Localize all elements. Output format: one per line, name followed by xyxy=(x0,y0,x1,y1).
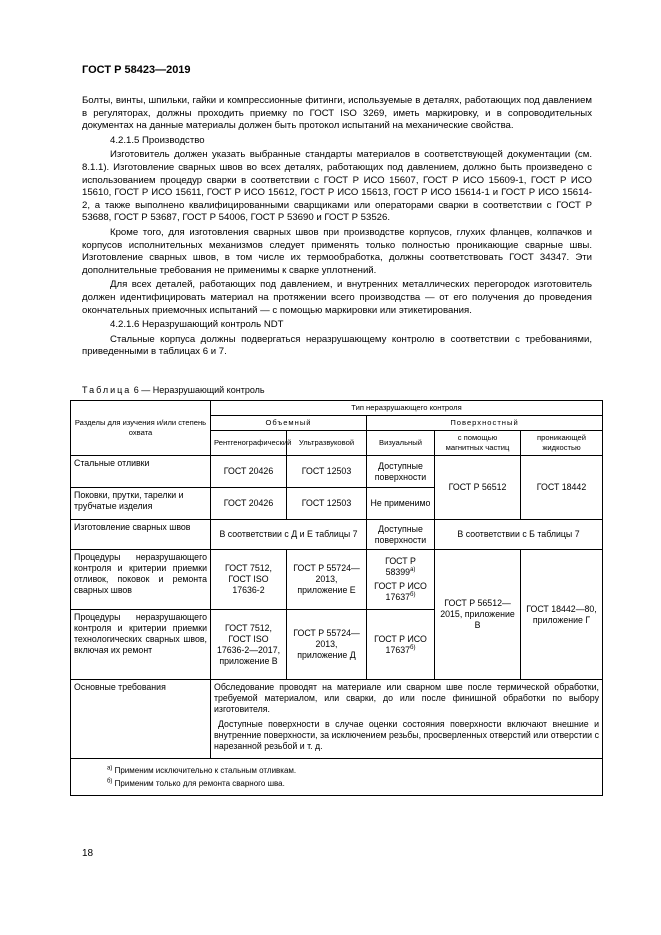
body-text xyxy=(82,95,592,361)
paragraph-welds: Кроме того, для изготовления сварных швов при производстве корпусов, глухих фланцев, колпачков и корпусов исполнительных механизмов следует применять только полностью проникающие сварные швы. Изготовление сварных швов, в том числе их термообработка, должны соответствовать ГОСТ 34347. Эти дополнительные требования не применимы к сварке уплотнений. xyxy=(82,226,592,276)
row-forgings-rt: ГОСТ 20426 xyxy=(211,488,287,520)
paragraph-production: Изготовитель должен указать выбранные стандарты материалов в соответствующей документации (см. 8.1.1). Изготовление сварных швов во всех деталях, работающих под давлением, должно быть произведено с использованием процедур сварки в соответствии с ГОСТ Р ИСО 15607, ГОСТ Р ИСО 15609-1, ГОСТ Р ИСО 15610, ГОСТ Р ИСО 15611, ГОСТ Р ИСО 15612, ГОСТ Р ИСО 15613, ГОСТ Р ИСО 15614-1 и ГОСТ Р ИСО 15614-2, а также выполнено квалифицированными сварщиками или операторами сварки в соответствии с ГОСТ Р 53688, ГОСТ Р 53687, ГОСТ Р 54006, ГОСТ Р 53690 и ГОСТ Р 53526. xyxy=(82,149,592,224)
row-welding-label: Изготовление сварных швов xyxy=(71,520,211,550)
header-volumetric: Объемный xyxy=(211,416,367,431)
header-radiographic: Рентгенографический xyxy=(211,431,287,456)
footnote-a: $^{а)}$ Применим исключительно к стальным отливкам. xyxy=(107,765,297,775)
paragraph-ndt: Стальные корпуса должны подвергаться неразрушающему контролю в соответствии с требованиями, приведенными в таблицах 6 и 7. xyxy=(82,333,592,358)
footnote-a-ref: а) xyxy=(410,567,416,574)
row-castings-pt: ГОСТ 18442 xyxy=(521,456,603,520)
row-requirements-label: Основные требования xyxy=(71,680,211,759)
footnote-b: $^{б)}$ Применим только для ремонта сварного шва. xyxy=(107,778,285,788)
ndt-table xyxy=(70,400,603,796)
header-sections: Разделы для изучения и/или степень охвата xyxy=(71,401,211,456)
row-castings-mt: ГОСТ Р 56512 xyxy=(435,456,521,520)
row-procedures-castings-rt: ГОСТ 7512, ГОСТ ISO 17636-2 xyxy=(211,550,287,610)
footnote-b-ref: б) xyxy=(410,592,416,599)
row-procedures-welds-vt: ГОСТ Р ИСО $17637^{б)}$ xyxy=(367,610,435,680)
header-visual: Визуальный xyxy=(367,431,435,456)
paragraph-identification: Для всех деталей, работающих под давлением, и внутренних металлических перегородок изготовитель должен идентифицировать материал на протяжении всего производства — от его получения до проведения окончательных приемочных испытаний — с помощью маркировки или этикетирования. xyxy=(82,279,592,316)
requirements-paragraph-2: Доступные поверхности в случае оценки состояния поверхности включают внешние и внутренние поверхности, за исключением резьбы, просверленных отверстий или отверстии с нарезанной резьбой и т. д. xyxy=(214,719,599,751)
row-forgings-vt: Не применимо xyxy=(367,488,435,520)
row-procedures-pt: ГОСТ 18442—80, приложение Г xyxy=(521,550,603,680)
header-ndt-type: Тип неразрушающего контроля xyxy=(211,401,603,416)
page-number: 18 xyxy=(82,848,94,859)
row-requirements-text xyxy=(211,680,603,759)
row-welding-surface: В соответствии с Б таблицы 7 xyxy=(435,520,603,550)
table-caption-word: Таблица xyxy=(82,385,132,395)
row-welding-vt: Доступные поверхности xyxy=(367,520,435,550)
requirements-paragraph-1: Обследование проводят на материале или сварном шве после термической обработки, требуемой материалом, или сварки, до или после финишной обработки по выбору изготовителя. xyxy=(214,682,599,714)
row-welding-volumetric: В соответствии с Д и Е таблицы 7 xyxy=(211,520,367,550)
header-surface: Поверхностный xyxy=(367,416,603,431)
heading-ndt: 4.2.1.6 Неразрушающий контроль NDT xyxy=(110,319,284,331)
table-footnotes xyxy=(71,759,603,796)
row-castings-rt: ГОСТ 20426 xyxy=(211,456,287,488)
row-forgings-ut: ГОСТ 12503 xyxy=(287,488,367,520)
row-procedures-welds-ut: ГОСТ Р 55724—2013, приложение Д xyxy=(287,610,367,680)
header-ultrasonic: Ультразвуковой xyxy=(287,431,367,456)
row-procedures-welds-label: Процедуры неразрушающего контроля и критерии приемки технологических сварных швов, включая их ремонт xyxy=(71,610,211,680)
paragraph-fasteners: Болты, винты, шпильки, гайки и компрессионные фитинги, используемые в деталях, работающих под давлением в регуляторах, должны проходить приемку по ГОСТ ISO 3269, иметь маркировку, и в сопроводительных документах на данные материалы должен быть протокол испытаний на механические свойства. xyxy=(82,95,592,132)
row-castings-label: Стальные отливки xyxy=(71,456,211,488)
table-caption-title: 6 — Неразрушающий контроль xyxy=(131,385,265,395)
heading-production: 4.2.1.5 Производство xyxy=(110,134,205,146)
row-castings-ut: ГОСТ 12503 xyxy=(287,456,367,488)
header-magnetic: с помощью магнитных частиц xyxy=(435,431,521,456)
document-id: ГОСТ Р 58423—2019 xyxy=(82,64,191,76)
header-penetrant: проникающей жидкостью xyxy=(521,431,603,456)
row-procedures-castings-label: Процедуры неразрушающего контроля и критерии приемки отливок, поковок и ремонта сварных швов xyxy=(71,550,211,610)
footnote-b-ref: б) xyxy=(410,644,416,651)
row-forgings-label: Поковки, прутки, тарелки и трубчатые изделия xyxy=(71,488,211,520)
row-procedures-welds-rt: ГОСТ 7512, ГОСТ ISO 17636-2—2017, приложение В xyxy=(211,610,287,680)
row-castings-vt: Доступные поверхности xyxy=(367,456,435,488)
row-procedures-castings-vt-standard-1: ГОСТ Р $58399^{а)}$ xyxy=(385,556,416,577)
row-procedures-castings-vt-standard-2: ГОСТ Р ИСО $17637^{б)}$ xyxy=(374,581,427,602)
table-caption xyxy=(82,385,265,395)
row-procedures-castings-vt xyxy=(367,550,435,610)
row-procedures-castings-ut: ГОСТ Р 55724—2013, приложение Е xyxy=(287,550,367,610)
row-procedures-mt: ГОСТ Р 56512—2015, приложение В xyxy=(435,550,521,680)
